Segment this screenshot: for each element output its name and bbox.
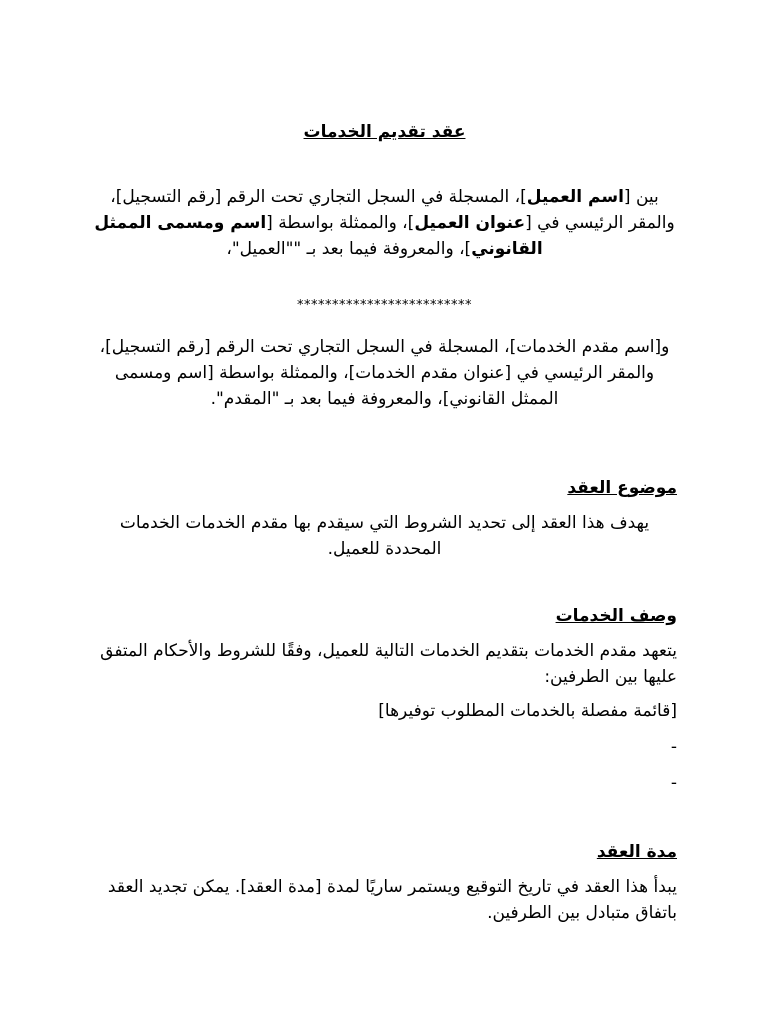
- separator-stars: *************************: [297, 298, 472, 313]
- section-heading-subject: موضوع العقد: [567, 478, 677, 498]
- party2-paragraph: و[اسم مقدم الخدمات]، المسجلة في السجل التجاري تحت الرقم [رقم التسجيل]، والمقر الرئيسي في [عنوان مقدم الخدمات]، والممثلة بواسطة [اسم ومسمى الممثل القانوني]، والمعروفة فيما بعد بـ "المقدم".: [99, 337, 670, 409]
- party1-text-4: ]، والمعروفة فيما بعد بـ ""العميل"،: [226, 239, 472, 259]
- legal-representative-placeholder: اسم ومسمى الممثل القانوني: [94, 213, 543, 259]
- party1-text-3: ]، والممثلة بواسطة [: [266, 213, 415, 233]
- client-name-placeholder: اسم العميل: [526, 187, 624, 207]
- services-list-placeholder: [قائمة مفصلة بالخدمات المطلوب توفيرها]: [378, 701, 677, 721]
- party1-text-2: ]، المسجلة في السجل التجاري تحت الرقم [رقم التسجيل]، والمقر الرئيسي في [: [110, 187, 675, 233]
- services-list-item: -: [670, 737, 677, 757]
- party1-paragraph: [92, 184, 677, 262]
- document-page: [92, 0, 677, 1024]
- services-intro-paragraph: يتعهد مقدم الخدمات بتقديم الخدمات التالية للعميل، وفقًا للشروط والأحكام المتفق عليها بين الطرفين:: [100, 641, 677, 687]
- section-subject-paragraph: يهدف هذا العقد إلى تحديد الشروط التي سيقدم بها مقدم الخدمات الخدمات المحددة للعميل.: [119, 513, 650, 559]
- section-heading-duration: مدة العقد: [596, 842, 677, 862]
- document-title: عقد تقديم الخدمات: [303, 122, 466, 142]
- client-address-placeholder: عنوان العميل: [414, 213, 526, 233]
- services-list-item: -: [670, 773, 677, 793]
- party1-text-1: بين [: [623, 187, 659, 207]
- duration-paragraph: يبدأ هذا العقد في تاريخ التوقيع ويستمر ساريًا لمدة [مدة العقد]. يمكن تجديد العقد باتفاق متبادل بين الطرفين.: [107, 877, 677, 923]
- section-heading-services: وصف الخدمات: [555, 606, 677, 626]
